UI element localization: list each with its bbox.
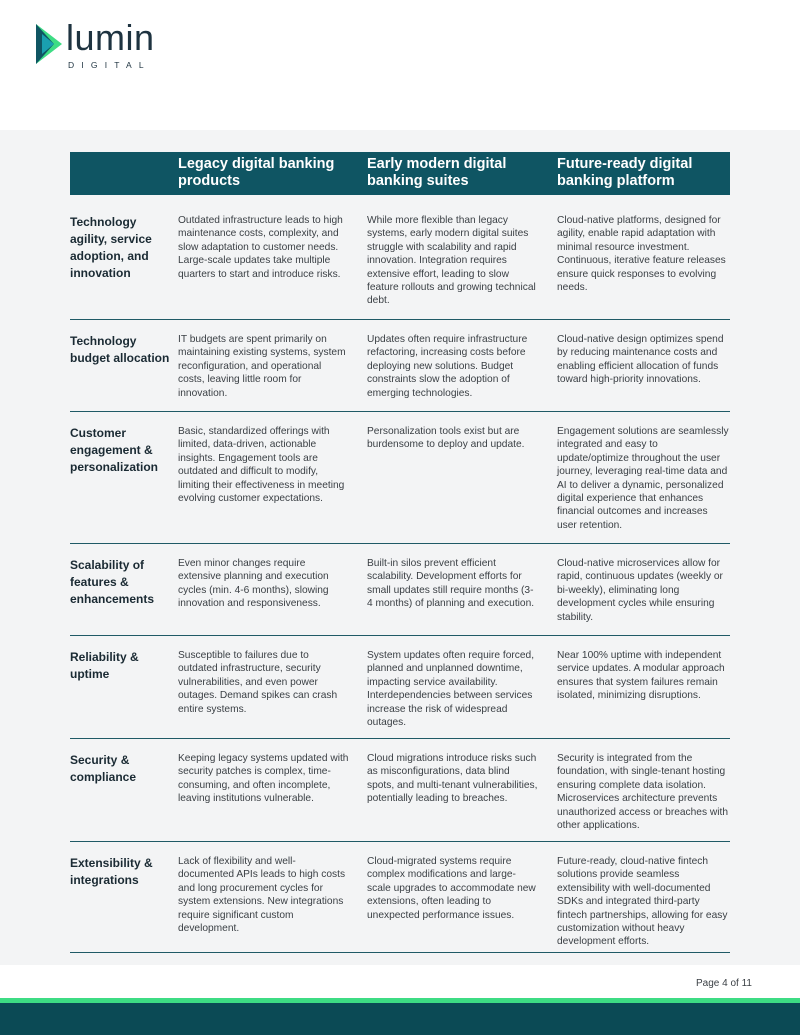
page-number: Page 4 of 11	[696, 978, 752, 989]
table-row	[70, 544, 730, 636]
table-cell: Cloud-migrated systems require complex modifications and large-scale upgrades to accommodate new extensions, often leading to unexpected performance issues.	[367, 856, 536, 921]
table-row	[70, 636, 730, 739]
table-cell: Cloud-native design optimizes spend by reducing maintenance costs and enabling efficient allocation of funds toward high-priority innovations.	[557, 334, 724, 386]
table-cell: Updates often require infrastructure refactoring, increasing costs before deploying new solutions. Budget constraints slow the adoption of emerging technologies.	[367, 334, 528, 399]
table-cell: Basic, standardized offerings with limited, data-driven, actionable insights. Engagement tools are outdated and difficult to modify, limiting their effectiveness in meeting evolving customer expectations.	[178, 426, 345, 505]
row-label: Security & compliance	[70, 753, 137, 784]
table-row	[70, 320, 730, 412]
table-row	[70, 842, 730, 953]
table-cell: Cloud migrations introduce risks such as misconfigurations, data blind spots, and multi-tenant vulnerabilities, potentially leading to breaches.	[367, 753, 538, 805]
table-row	[70, 412, 730, 544]
lumin-logo-mark-icon	[34, 22, 64, 66]
table-cell: Built-in silos prevent efficient scalability. Development efforts for small updates still require months (3-4 months) of planning and execution.	[367, 558, 535, 610]
lumin-digital-logo	[34, 17, 174, 72]
column-header-future-ready: Future-ready digital banking platform	[557, 156, 693, 189]
table-row	[70, 739, 730, 842]
table-cell: Security is integrated from the foundation, with single-tenant hosting ensuring complete data isolation. Microservices architecture prevents unauthorized access or breaches with other applications.	[557, 753, 729, 832]
row-label: Customer engagement & personalization	[70, 426, 159, 474]
table-cell: Cloud-native platforms, designed for agility, enable rapid adaptation with minimal resource investment. Continuous, iterative feature releases ensure quick responses to evolving needs.	[557, 215, 726, 294]
logo-subtitle: DIGITAL	[68, 60, 151, 70]
page-header	[0, 0, 800, 130]
table-cell: Personalization tools exist but are burdensome to deploy and update.	[367, 426, 525, 451]
table-cell: Future-ready, cloud-native fintech solutions provide seamless extensibility with well-documented SDKs and integrated third-party fintech partnerships, allowing for easy customization without heavy development efforts.	[557, 856, 728, 948]
row-label: Technology agility, service adoption, and innovation	[70, 215, 152, 280]
comparison-section	[0, 130, 800, 965]
table-cell: Outdated infrastructure leads to high maintenance costs, complexity, and slow adaptation to customer needs. Large-scale updates take multiple quarters to start and introduce risks.	[178, 215, 343, 280]
row-label: Scalability of features & enhancements	[70, 558, 155, 606]
footer-bar	[0, 1003, 800, 1035]
table-cell: Lack of flexibility and well-documented APIs leads to high costs and long procurement cycles for system extensions. New integrations require significant custom development.	[178, 856, 346, 935]
comparison-table	[70, 152, 730, 953]
column-header-legacy: Legacy digital banking products	[178, 156, 335, 189]
table-cell: While more flexible than legacy systems, early modern digital suites struggle with scalability and rapid innovation. Integration requires extensive effort, leading to slow feature rollouts and growing technical debt.	[367, 215, 536, 307]
table-cell: Cloud-native microservices allow for rapid, continuous updates (weekly or bi-weekly), eliminating long development cycles while ensuring stability.	[557, 558, 723, 623]
column-header-early-modern: Early modern digital banking suites	[367, 156, 507, 189]
table-cell: Near 100% uptime with independent service updates. A modular approach ensures that system failures remain isolated, minimizing disruptions.	[557, 650, 725, 702]
table-cell: System updates often require forced, planned and unplanned downtime, impacting service availability. Interdependencies between services increase the risk of widespread outages.	[367, 650, 535, 729]
table-row	[70, 195, 730, 320]
row-label: Reliability & uptime	[70, 650, 139, 681]
table-cell: Even minor changes require extensive planning and execution cycles (min. 4-6 months), slowing innovation and responsiveness.	[178, 558, 329, 610]
table-cell: IT budgets are spent primarily on maintaining existing systems, system reconfiguration, and operational costs, leaving little room for innovation.	[178, 334, 346, 399]
table-cell: Keeping legacy systems updated with security patches is complex, time-consuming, and often incomplete, leaving institutions vulnerable.	[178, 753, 349, 805]
row-label: Technology budget allocation	[70, 334, 170, 365]
table-cell: Engagement solutions are seamlessly integrated and easy to update/optimize throughout the user journey, leveraging real-time data and AI to deliver a dynamic, personalized digital experience that enhances financial outcomes and increases user retention.	[557, 426, 729, 531]
table-cell: Susceptible to failures due to outdated infrastructure, security vulnerabilities, and even power outages. Demand spikes can crash entire systems.	[178, 650, 338, 715]
table-header	[70, 152, 730, 195]
row-label: Extensibility & integrations	[70, 856, 153, 887]
logo-wordmark: lumin	[66, 17, 155, 58]
